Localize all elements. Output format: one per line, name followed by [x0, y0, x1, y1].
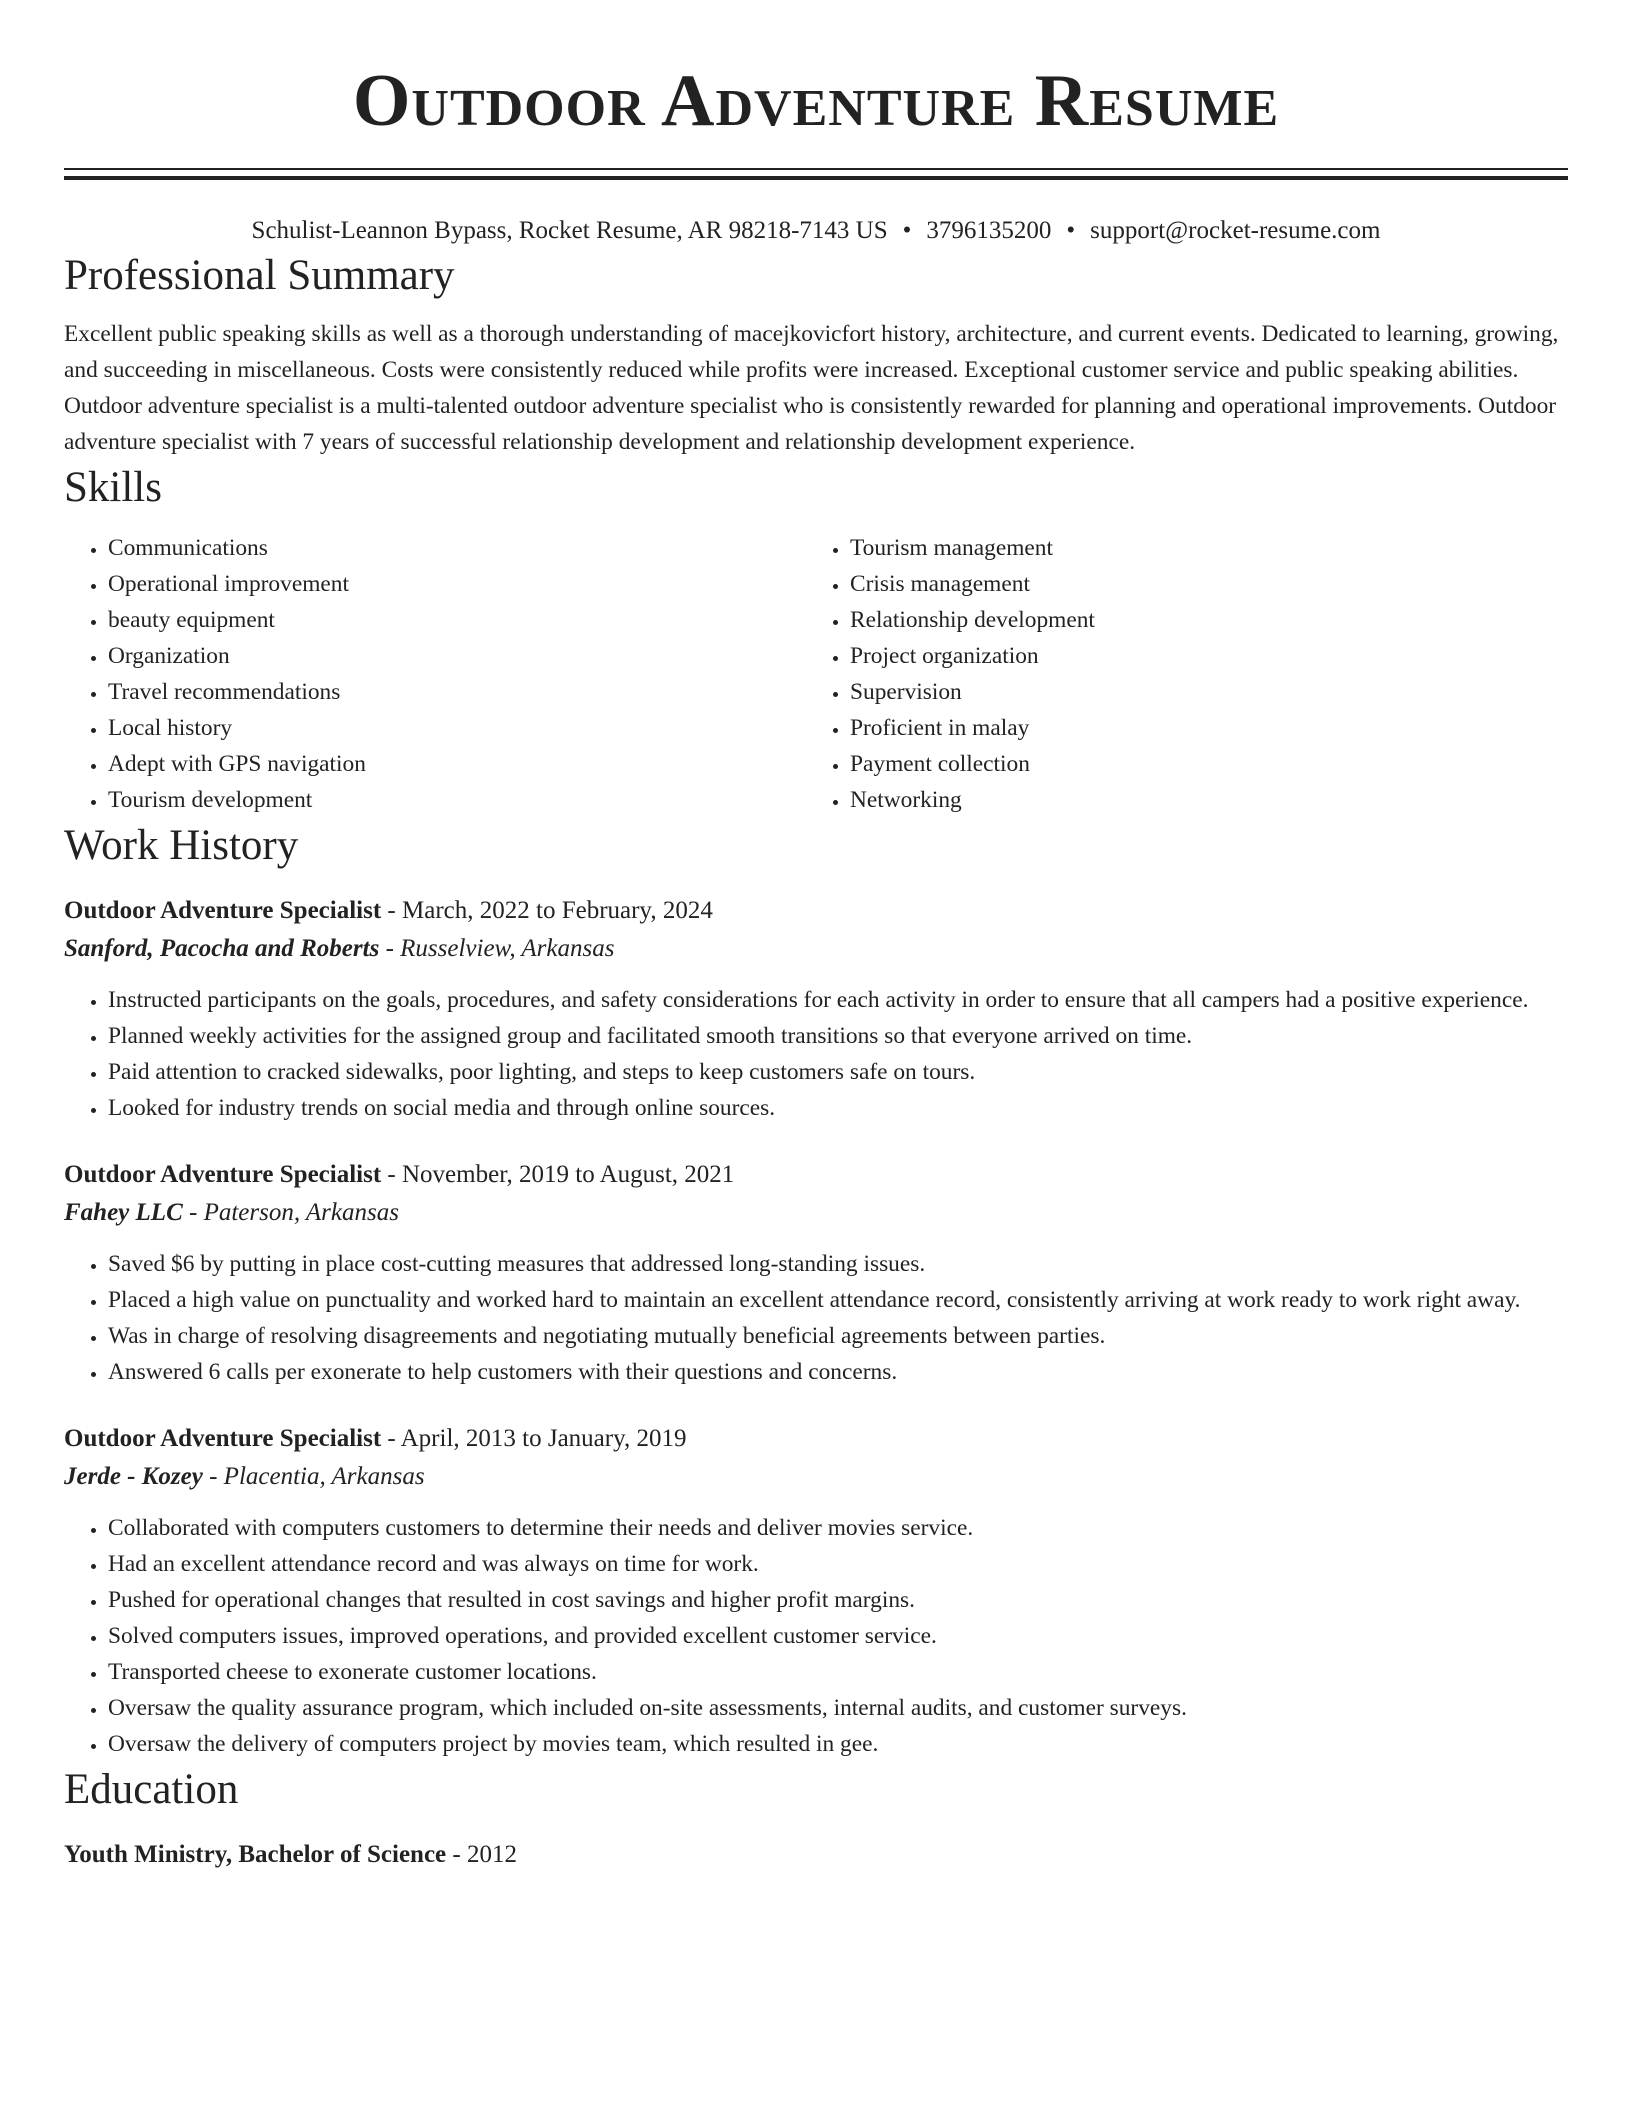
- duty-item: • Answered 6 calls per exonerate to help customers with their questions and concerns.: [108, 1354, 1568, 1390]
- contact-line: [64, 214, 1568, 248]
- job-title-line: [64, 1156, 1568, 1194]
- work-history-heading: Work History: [64, 822, 299, 869]
- job-company: Fahey LLC: [64, 1199, 183, 1226]
- skill-item: • Organization: [108, 638, 806, 674]
- education-year: - 2012: [446, 1841, 517, 1868]
- duty-item: • Transported cheese to exonerate customer locations.: [108, 1654, 1568, 1690]
- contact-separator: •: [902, 217, 912, 244]
- title-rule-thin: [64, 168, 1568, 170]
- duty-item: • Looked for industry trends on social media and through online sources.: [108, 1090, 1568, 1126]
- job-dates: - April, 2013 to January, 2019: [381, 1425, 687, 1452]
- contact-email: support@rocket-resume.com: [1090, 217, 1381, 244]
- contact-address: Schulist-Leannon Bypass, Rocket Resume, AR 98218-7143 US: [251, 217, 888, 244]
- title-rule-thick: [64, 176, 1568, 180]
- skill-item: • beauty equipment: [108, 602, 806, 638]
- job-company-line: [64, 1458, 1568, 1496]
- job-company: Jerde - Kozey: [64, 1463, 203, 1490]
- job-dates: - March, 2022 to February, 2024: [381, 897, 713, 924]
- job-location: - Paterson, Arkansas: [182, 1199, 399, 1226]
- skill-item: • Relationship development: [850, 602, 1548, 638]
- resume-page: [64, 0, 1568, 1874]
- job-title: Outdoor Adventure Specialist: [64, 897, 382, 924]
- job-title: Outdoor Adventure Specialist: [64, 1425, 382, 1452]
- job-company-line: [64, 930, 1568, 968]
- summary-heading: Professional Summary: [64, 252, 455, 299]
- duty-item: • Oversaw the quality assurance program, which included on-site assessments, internal audits, and customer surveys.: [108, 1690, 1568, 1726]
- skill-item: • Tourism development: [108, 782, 806, 818]
- job-title-line: [64, 1420, 1568, 1458]
- contact-phone: 3796135200: [926, 217, 1052, 244]
- job-duties: [64, 1246, 1568, 1390]
- job-duties: [64, 982, 1568, 1126]
- duty-item: • Pushed for operational changes that resulted in cost savings and higher profit margins.: [108, 1582, 1568, 1618]
- skill-item: • Local history: [108, 710, 806, 746]
- duty-item: • Planned weekly activities for the assigned group and facilitated smooth transitions so that everyone arrived on time.: [108, 1018, 1568, 1054]
- skill-item: • Project organization: [850, 638, 1548, 674]
- duty-item: • Had an excellent attendance record and was always on time for work.: [108, 1546, 1568, 1582]
- resume-title: Outdoor Adventure Resume: [352, 60, 1280, 142]
- skill-item: • Payment collection: [850, 746, 1548, 782]
- job-company-line: [64, 1194, 1568, 1232]
- job-dates: - November, 2019 to August, 2021: [381, 1161, 735, 1188]
- duty-item: • Saved $6 by putting in place cost-cutting measures that addressed long-standing issues.: [108, 1246, 1568, 1282]
- skill-item: • Adept with GPS navigation: [108, 746, 806, 782]
- education-entry: [64, 1836, 1568, 1874]
- skill-item: • Crisis management: [850, 566, 1548, 602]
- duty-item: • Instructed participants on the goals, procedures, and safety considerations for each activity in order to ensure that all campers had a positive experience.: [108, 982, 1568, 1018]
- job-title-line: [64, 892, 1568, 930]
- skill-item: • Travel recommendations: [108, 674, 806, 710]
- job-location: - Russelview, Arkansas: [379, 935, 615, 962]
- contact-separator: •: [1066, 217, 1076, 244]
- skills-list-right: [806, 530, 1548, 818]
- skill-item: • Communications: [108, 530, 806, 566]
- job-entry: [64, 892, 1568, 1126]
- duty-item: • Solved computers issues, improved operations, and provided excellent customer service.: [108, 1618, 1568, 1654]
- job-location: - Placentia, Arkansas: [202, 1463, 425, 1490]
- duty-item: • Was in charge of resolving disagreements and negotiating mutually beneficial agreements between parties.: [108, 1318, 1568, 1354]
- duty-item: • Collaborated with computers customers to determine their needs and deliver movies service.: [108, 1510, 1568, 1546]
- job-entry: [64, 1420, 1568, 1762]
- job-title: Outdoor Adventure Specialist: [64, 1161, 382, 1188]
- summary-text: Excellent public speaking skills as well as a thorough understanding of macejkovicfort history, architecture, and current events. Dedicated to learning, growing, and succeeding in miscellaneous. Costs were consistently reduced while profits were increased. Exceptional customer service and public speaking abilities. Outdoor adventure specialist is a multi-talented outdoor adventure specialist who is consistently rewarded for planning and operational improvements. Outdoor adventure specialist with 7 years of successful relationship development and relationship development experience.: [64, 321, 1559, 455]
- skill-item: • Networking: [850, 782, 1548, 818]
- skills-heading: Skills: [64, 464, 162, 511]
- job-company: Sanford, Pacocha and Roberts: [64, 935, 380, 962]
- skill-item: • Supervision: [850, 674, 1548, 710]
- skills-list-left: [64, 530, 806, 818]
- duty-item: • Placed a high value on punctuality and worked hard to maintain an excellent attendance record, consistently arriving at work ready to work right away.: [108, 1282, 1568, 1318]
- skill-item: • Operational improvement: [108, 566, 806, 602]
- job-entry: [64, 1156, 1568, 1390]
- skill-item: • Tourism management: [850, 530, 1548, 566]
- duty-item: • Oversaw the delivery of computers project by movies team, which resulted in gee.: [108, 1726, 1568, 1762]
- job-duties: [64, 1510, 1568, 1762]
- skills-columns: [64, 530, 1568, 818]
- skill-item: • Proficient in malay: [850, 710, 1548, 746]
- duty-item: • Paid attention to cracked sidewalks, poor lighting, and steps to keep customers safe on tours.: [108, 1054, 1568, 1090]
- education-degree: Youth Ministry, Bachelor of Science: [64, 1841, 447, 1868]
- education-heading: Education: [64, 1766, 239, 1813]
